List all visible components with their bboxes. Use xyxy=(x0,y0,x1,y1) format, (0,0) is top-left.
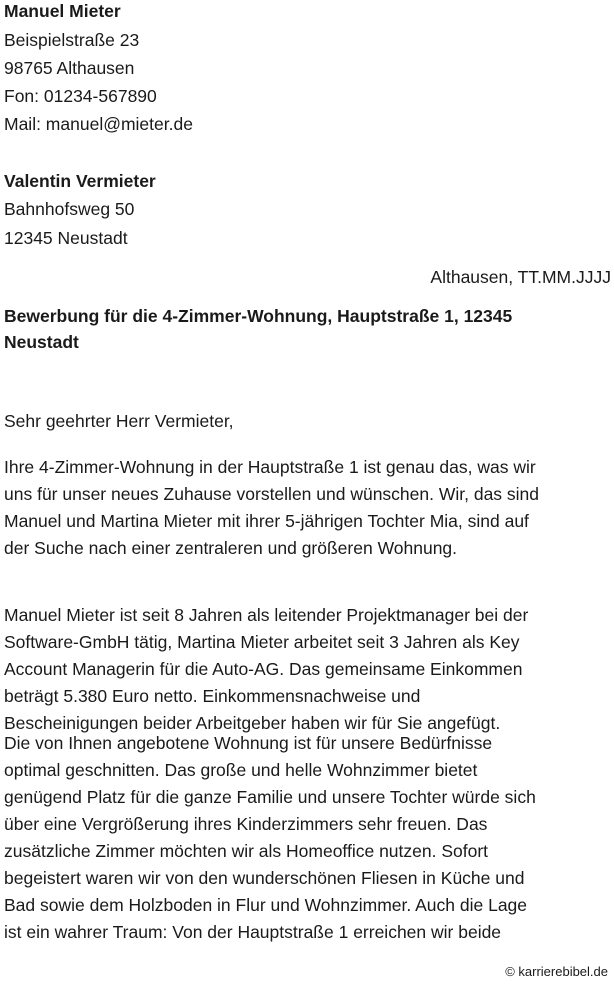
paragraph-line: Bescheinigungen beider Arbeitgeber haben wir für Sie angefügt. xyxy=(4,713,501,733)
subject-line-2: Neustadt xyxy=(4,332,79,352)
paragraph-line: Bad sowie dem Holzboden in Flur und Wohnzimmer. Auch die Lage xyxy=(4,895,528,915)
sender-name: Manuel Mieter xyxy=(4,1,121,21)
paragraph-line: Manuel Mieter ist seit 8 Jahren als leitender Projektmanager bei der xyxy=(4,605,529,625)
copyright-notice: © karrierebibel.de xyxy=(505,964,608,979)
paragraph-line: uns für unser neues Zuhause vorstellen und wünschen. Wir, das sind xyxy=(4,484,540,504)
place-date: Althausen, TT.MM.JJJJ xyxy=(430,267,611,287)
paragraph-line: begeistert waren wir von den wunderschönen Fliesen in Küche und xyxy=(4,868,525,888)
recipient-street: Bahnhofsweg 50 xyxy=(4,199,135,219)
sender-phone: Fon: 01234-567890 xyxy=(4,86,157,106)
paragraph-line: Die von Ihnen angebotene Wohnung ist für unsere Bedürfnisse xyxy=(4,733,493,753)
salutation: Sehr geehrter Herr Vermieter, xyxy=(4,411,234,431)
sender-street: Beispielstraße 23 xyxy=(4,30,140,50)
paragraph-line: zusätzliche Zimmer möchten wir als Homeoffice nutzen. Sofort xyxy=(4,841,489,861)
subject-line-1: Bewerbung für die 4-Zimmer-Wohnung, Hauptstraße 1, 12345 xyxy=(4,306,513,326)
recipient-city: 12345 Neustadt xyxy=(4,228,128,248)
paragraph-line: Software-GmbH tätig, Martina Mieter arbeitet seit 3 Jahren als Key xyxy=(4,632,520,652)
paragraph-line: Manuel und Martina Mieter mit ihrer 5-jährigen Tochter Mia, sind auf xyxy=(4,511,529,531)
sender-city: 98765 Althausen xyxy=(4,58,135,78)
paragraph-line: über eine Vergrößerung ihres Kinderzimmers sehr freuen. Das xyxy=(4,814,488,834)
paragraph-line: der Suche nach einer zentraleren und größeren Wohnung. xyxy=(4,538,458,558)
paragraph-line: beträgt 5.380 Euro netto. Einkommensnachweise und xyxy=(4,686,421,706)
sender-mail: Mail: manuel@mieter.de xyxy=(4,114,193,134)
paragraph-line: genügend Platz für die ganze Familie und unsere Tochter würde sich xyxy=(4,787,536,807)
paragraph-line: ist ein wahrer Traum: Von der Hauptstraße 1 erreichen wir beide xyxy=(4,922,502,942)
recipient-name: Valentin Vermieter xyxy=(4,171,156,191)
paragraph-line: Ihre 4-Zimmer-Wohnung in der Hauptstraße 1 ist genau das, was wir xyxy=(4,457,536,477)
paragraph-line: Account Managerin für die Auto-AG. Das gemeinsame Einkommen xyxy=(4,659,523,679)
paragraph-line: optimal geschnitten. Das große und helle Wohnzimmer bietet xyxy=(4,760,478,780)
